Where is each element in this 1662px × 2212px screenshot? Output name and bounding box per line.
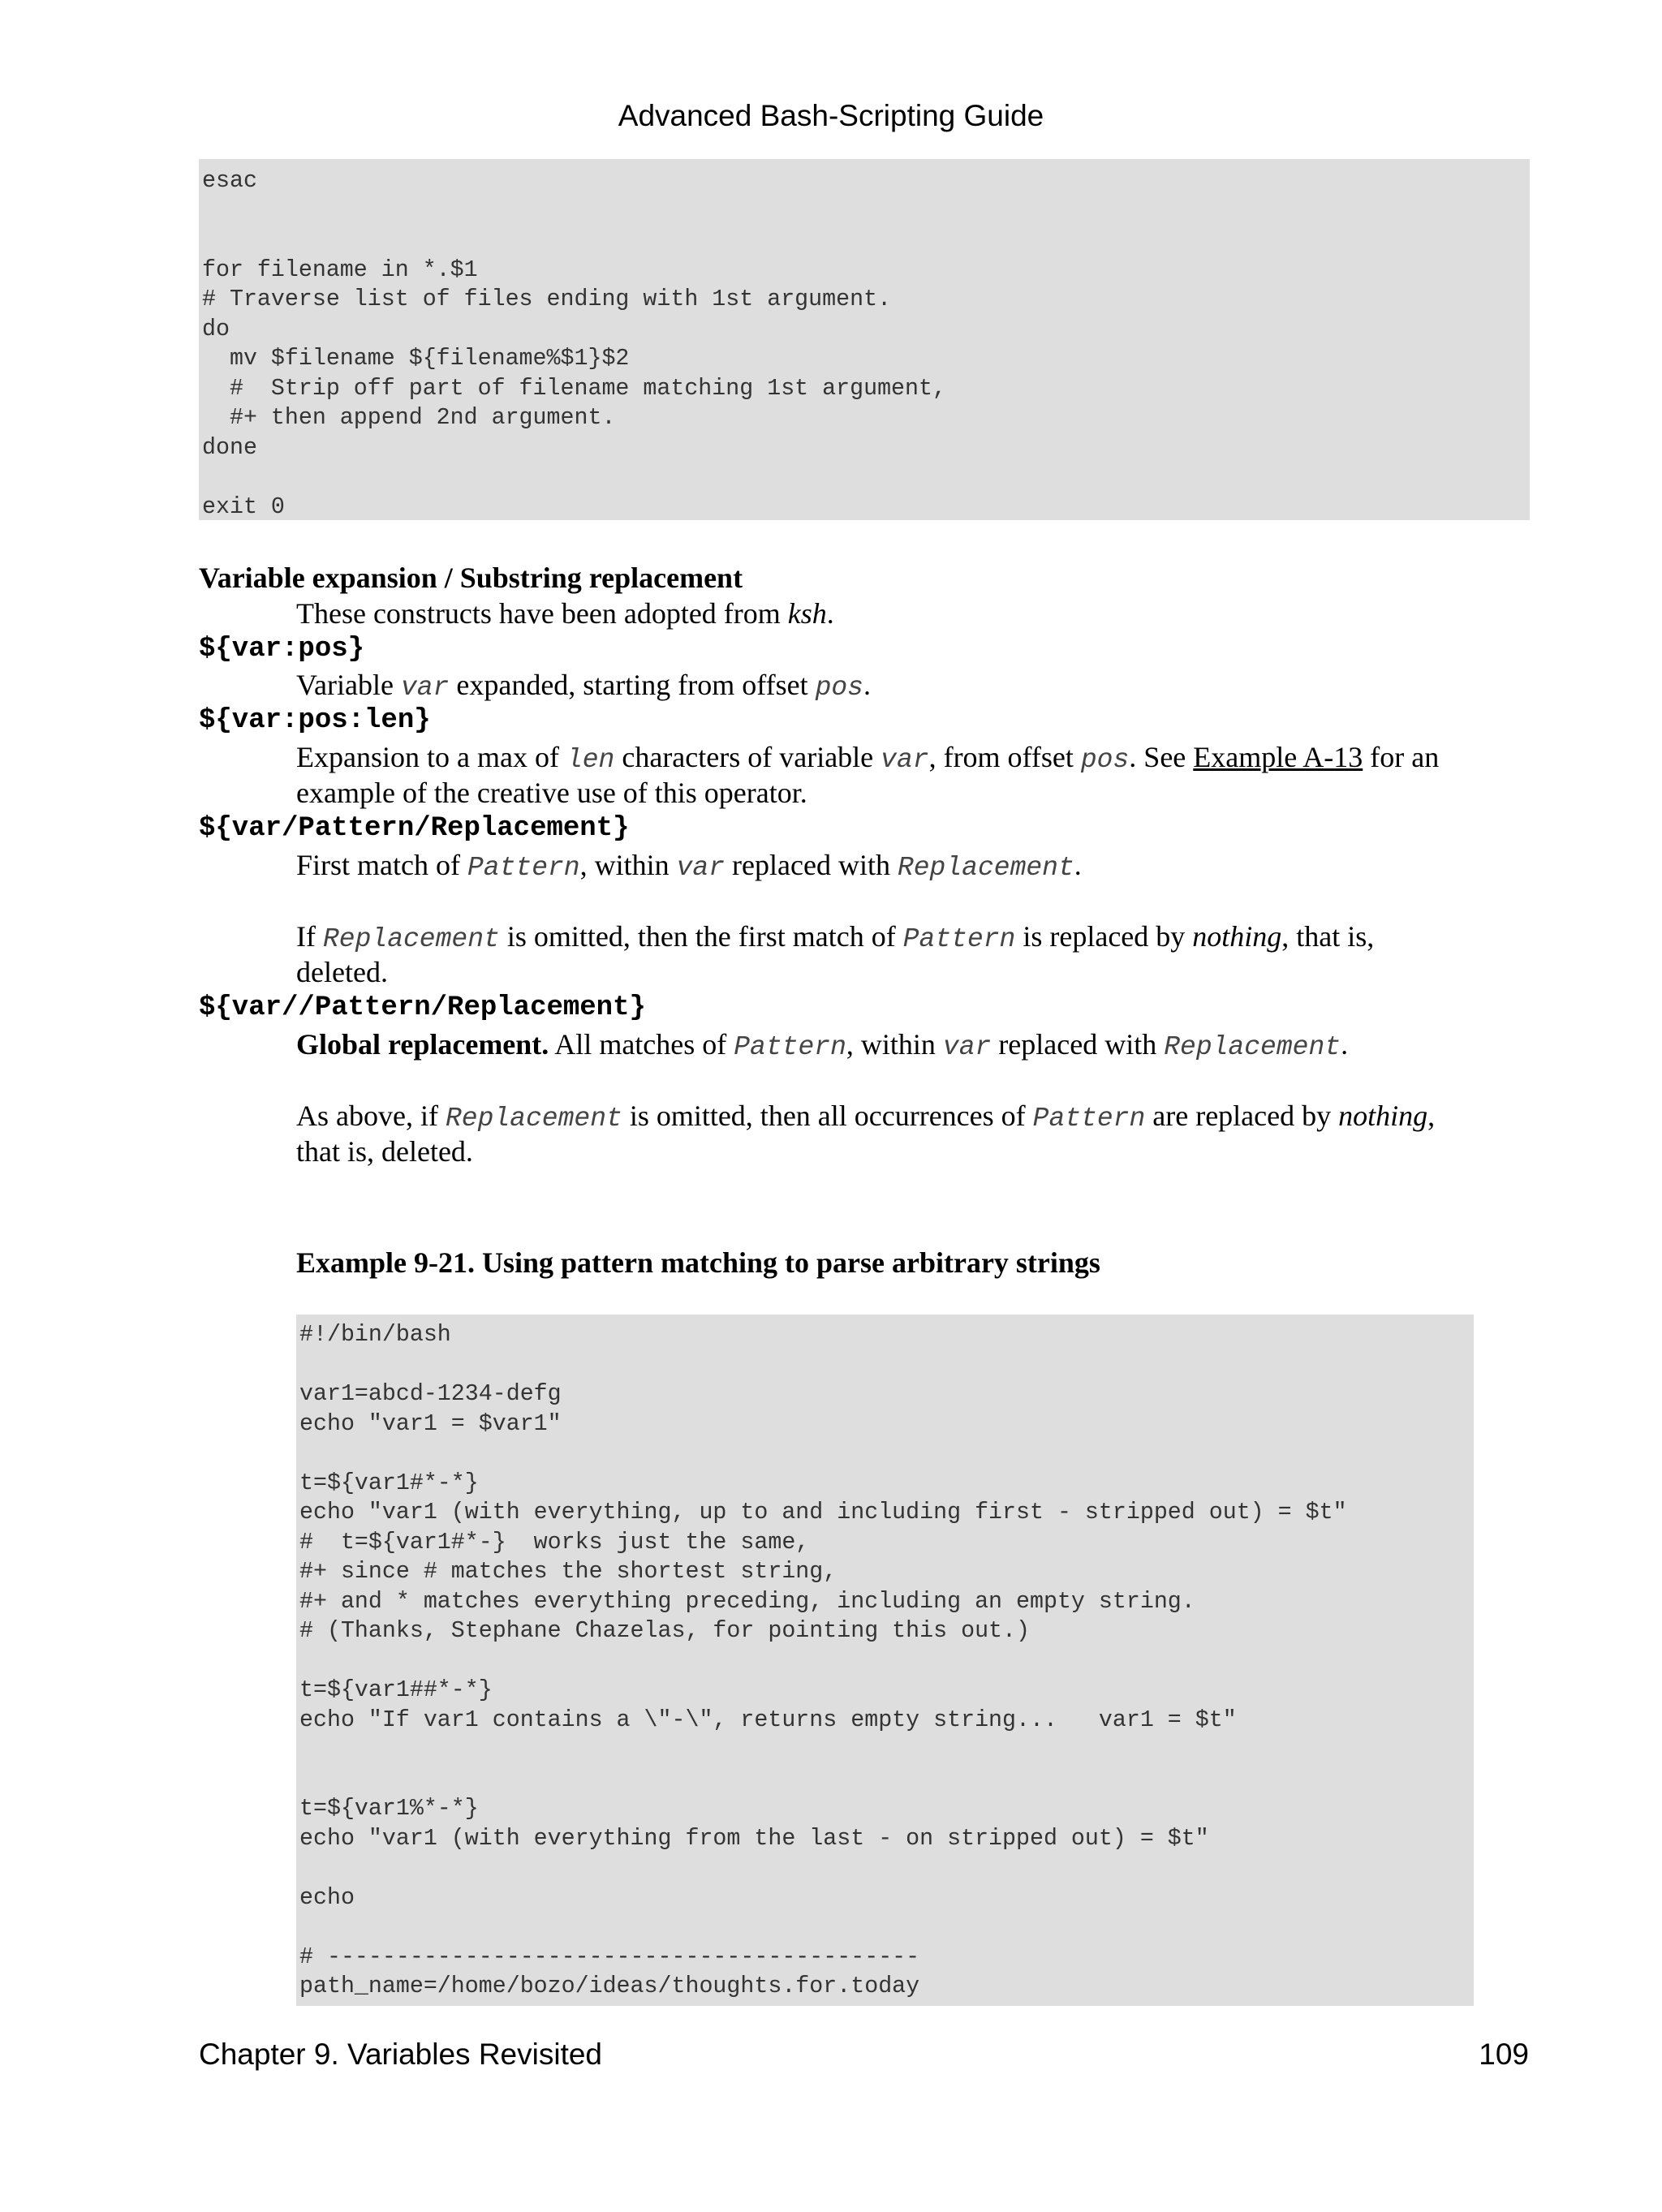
code-block-top-line: for filename in *.$1 xyxy=(202,256,478,283)
code-block-top-line: #+ then append 2nd argument. xyxy=(202,405,616,431)
example-code-line: echo "If var1 contains a \"-\", returns empty string... var1 = $t" xyxy=(299,1706,1237,1733)
example-code-line xyxy=(299,1913,1474,1943)
example-code-line xyxy=(299,1765,1474,1795)
example-code-line xyxy=(299,1646,1474,1676)
code-block-top-line: mv $filename ${filename%$1}$2 xyxy=(202,346,630,372)
example-code-line xyxy=(299,1735,1474,1765)
desc-var-pos-len-line2: example of the creative use of this operator. xyxy=(296,777,807,809)
desc-var-global-replace-p2-line2: that is, deleted. xyxy=(296,1135,473,1168)
desc-var-replace-p2-line2: deleted. xyxy=(296,956,388,988)
example-code-line: # t=${var1#*-} works just the same, xyxy=(299,1529,810,1556)
example-code-line: var1=abcd-1234-defg xyxy=(299,1381,562,1407)
example-code-line: #+ and * matches everything preceding, including an empty string. xyxy=(299,1588,1195,1615)
code-block-top xyxy=(199,159,1530,520)
example-code-line: # ------------------------------------------- xyxy=(299,1943,920,1970)
code-block-top-line xyxy=(202,463,1530,493)
term-var-replace: ${var/Pattern/Replacement} xyxy=(199,813,630,844)
desc-var-replace-p2: If Replacement is omitted, then the first match of Pattern is replaced by nothing, that is, xyxy=(296,920,1375,954)
example-code-line: # (Thanks, Stephane Chazelas, for pointing this out.) xyxy=(299,1618,1030,1644)
footer-chapter: Chapter 9. Variables Revisited xyxy=(199,2038,603,2071)
code-block-top-line xyxy=(202,226,1530,256)
example-code-line: t=${var1%*-*} xyxy=(299,1796,479,1822)
desc-var-pos-len: Expansion to a max of len characters of variable var, from offset pos. See Example A-13 for an xyxy=(296,741,1440,775)
example-code-line xyxy=(299,1439,1474,1469)
section-heading: Variable expansion / Substring replacement xyxy=(199,562,743,594)
term-var-global-replace: ${var//Pattern/Replacement} xyxy=(199,992,646,1023)
term-var-pos-len: ${var:pos:len} xyxy=(199,705,431,736)
section-intro: These constructs have been adopted from ksh. xyxy=(296,597,834,630)
example-code-line: t=${var1#*-*} xyxy=(299,1470,479,1496)
example-code-line xyxy=(299,1350,1474,1380)
example-code-block xyxy=(296,1315,1474,2006)
example-code-line: path_name=/home/bozo/ideas/thoughts.for.today xyxy=(299,1973,920,1999)
code-block-top-line: exit 0 xyxy=(202,493,285,520)
code-block-top-line: done xyxy=(202,434,257,461)
example-code-line: #+ since # matches the shortest string, xyxy=(299,1559,837,1585)
example-title: Example 9-21. Using pattern matching to parse arbitrary strings xyxy=(296,1246,1100,1279)
code-block-top-line: do xyxy=(202,316,230,342)
desc-var-global-replace-p1: Global replacement. All matches of Pattern, within var replaced with Replacement. xyxy=(296,1028,1349,1062)
example-code-line: #!/bin/bash xyxy=(299,1322,451,1348)
footer-page-number: 109 xyxy=(1479,2038,1529,2071)
desc-var-global-replace-p2: As above, if Replacement is omitted, then all occurrences of Pattern are replaced by nothing, xyxy=(296,1100,1436,1134)
example-code-line: echo "var1 (with everything, up to and including first - stripped out) = $t" xyxy=(299,1500,1347,1526)
example-code-line: echo "var1 (with everything from the last - on stripped out) = $t" xyxy=(299,1825,1209,1852)
code-block-top-line: # Traverse list of files ending with 1st argument. xyxy=(202,286,892,312)
example-code-line: echo "var1 = $var1" xyxy=(299,1410,562,1437)
code-block-top-line xyxy=(202,196,1530,226)
example-a13-link[interactable]: Example A-13 xyxy=(1193,741,1363,773)
example-code-line: t=${var1##*-*} xyxy=(299,1677,493,1703)
code-block-top-line: # Strip off part of filename matching 1st argument, xyxy=(202,375,946,402)
desc-var-pos: Variable var expanded, starting from offset pos. xyxy=(296,669,871,703)
running-header: Advanced Bash-Scripting Guide xyxy=(618,99,1044,132)
code-block-top-line: esac xyxy=(202,168,257,194)
term-var-pos: ${var:pos} xyxy=(199,634,365,665)
desc-var-replace-p1: First match of Pattern, within var replaced with Replacement. xyxy=(296,849,1082,883)
example-code-line: echo xyxy=(299,1884,355,1911)
example-code-line xyxy=(299,1853,1474,1883)
